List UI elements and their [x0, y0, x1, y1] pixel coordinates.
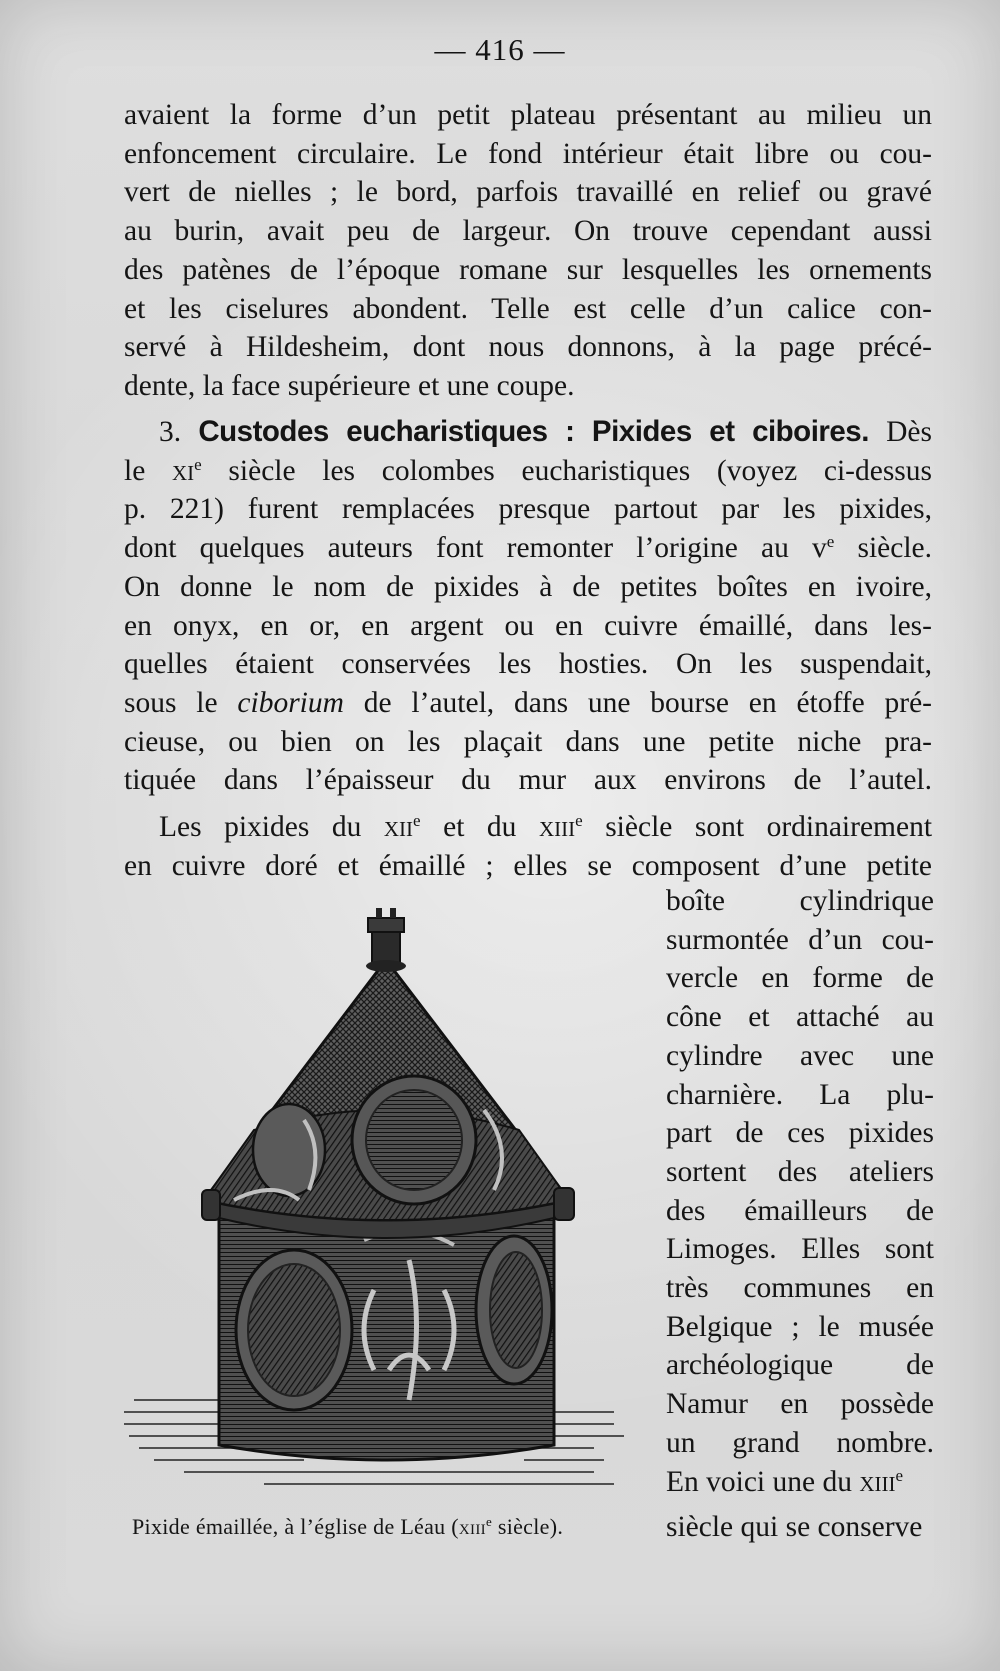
- text-line: des émailleurs de: [666, 1194, 934, 1227]
- figure-caption: [132, 1514, 563, 1540]
- text-line: enfoncement circulaire. Le fond intérieur était libre ou cou-: [124, 137, 932, 170]
- text-line: [124, 684, 932, 723]
- text-line: en cuivre doré et émaillé ; elles se composent d’une petite: [124, 849, 932, 882]
- text-line: [124, 529, 932, 568]
- text-line: Limoges. Elles sont: [666, 1233, 934, 1266]
- superscript: e: [194, 454, 202, 474]
- text-fragment: de l’autel, dans une bourse en étoffe pré-: [363, 686, 933, 719]
- text-line: très communes en: [666, 1272, 934, 1305]
- text-line: vert de nielles ; le bord, parfois travaillé en relief ou gravé: [124, 176, 932, 209]
- text-line: et les ciselures abondent. Telle est celle d’un calice con-: [124, 292, 932, 325]
- text-line: dente, la face supérieure et une coupe.: [124, 369, 575, 402]
- superscript: e: [485, 1514, 493, 1529]
- text-fragment: sous le: [124, 686, 218, 719]
- superscript: e: [575, 811, 583, 830]
- text-line: [666, 1463, 934, 1502]
- text-line: sortent des ateliers: [666, 1155, 934, 1188]
- final-line: siècle qui se conserve: [666, 1511, 923, 1543]
- text-line: quelles étaient conservées les hosties. On les suspendait,: [124, 648, 932, 681]
- text-line: des patènes de l’époque romane sur lesquelles les ornements: [124, 253, 932, 286]
- text-line: cylindre avec une: [666, 1039, 934, 1072]
- text-line: charnière. La plu-: [666, 1078, 934, 1111]
- section-heading: Custodes eucharistiques : Pixides et ciboires.: [198, 415, 869, 448]
- text-fragment: siècle).: [492, 1514, 564, 1539]
- text-fragment: siècle sont ordinairement: [605, 811, 933, 843]
- text-line: archéologique de: [666, 1349, 934, 1382]
- text-line: boîte cylindrique: [666, 885, 934, 917]
- text-fragment: Les pixides du: [159, 811, 362, 843]
- text-line: p. 221) furent remplacées presque partout par les pixides,: [124, 493, 932, 526]
- text-line: avaient la forme d’un petit plateau présentant au milieu un: [124, 99, 932, 131]
- text-line: On donne le nom de pixides à de petites boîtes en ivoire,: [124, 570, 932, 603]
- text-fragment: siècle les colombes eucharistiques (voyez ci-dessus: [228, 454, 933, 487]
- section-heading-line: [124, 413, 932, 452]
- century-numeral: xii: [383, 811, 414, 843]
- text-fragment: siècle.: [857, 532, 932, 565]
- text-line: cône et attaché au: [666, 1001, 934, 1034]
- text-fragment: et du: [443, 811, 517, 843]
- text-fragment: En voici une du: [666, 1465, 852, 1498]
- century-numeral: xiii: [538, 811, 576, 843]
- century-numeral: xiii: [458, 1514, 486, 1539]
- pyx-engraving: [124, 900, 664, 1512]
- century-numeral: xiii: [859, 1465, 896, 1498]
- text-line: part de ces pixides: [666, 1117, 934, 1150]
- text-fragment: Pixide émaillée, à l’église de Léau (: [132, 1514, 459, 1539]
- text-line: au burin, avait peu de largeur. On trouve cependant aussi: [124, 215, 932, 248]
- text-line: vercle en forme de: [666, 962, 934, 995]
- paragraph-continuation: [124, 96, 932, 406]
- superscript: e: [826, 532, 835, 552]
- century-numeral: xi: [172, 454, 195, 487]
- side-column-text: [666, 882, 934, 1501]
- italic-term: ciborium: [237, 686, 344, 719]
- text-line: un grand nombre.: [666, 1426, 934, 1459]
- section-number: 3.: [159, 416, 182, 448]
- paragraph-pixides: [124, 808, 932, 885]
- text-fragment: le: [124, 454, 146, 487]
- superscript: e: [413, 811, 421, 830]
- text-line: Namur en possède: [666, 1388, 934, 1421]
- pyx-illustration: [124, 900, 664, 1512]
- superscript: e: [895, 1465, 904, 1485]
- page-number: — 416 —: [434, 32, 566, 67]
- section-eucharistic-custodes: [124, 413, 932, 800]
- text-line: en onyx, en or, en argent ou en cuivre émaillé, dans les-: [124, 609, 932, 642]
- text-line: tiquée dans l’épaisseur du mur aux environs de l’autel.: [124, 764, 932, 797]
- text-line: [124, 808, 932, 847]
- text-line: servé à Hildesheim, dont nous donnons, à la page précé-: [124, 331, 932, 364]
- text-line: Belgique ; le musée: [666, 1310, 934, 1343]
- text-line: cieuse, ou bien on les plaçait dans une petite niche pra-: [124, 725, 932, 758]
- text-fragment: Dès: [886, 416, 933, 448]
- text-fragment: dont quelques auteurs font remonter l’origine au v: [124, 532, 827, 565]
- text-line: [124, 452, 932, 491]
- text-line: surmontée d’un cou-: [666, 923, 934, 956]
